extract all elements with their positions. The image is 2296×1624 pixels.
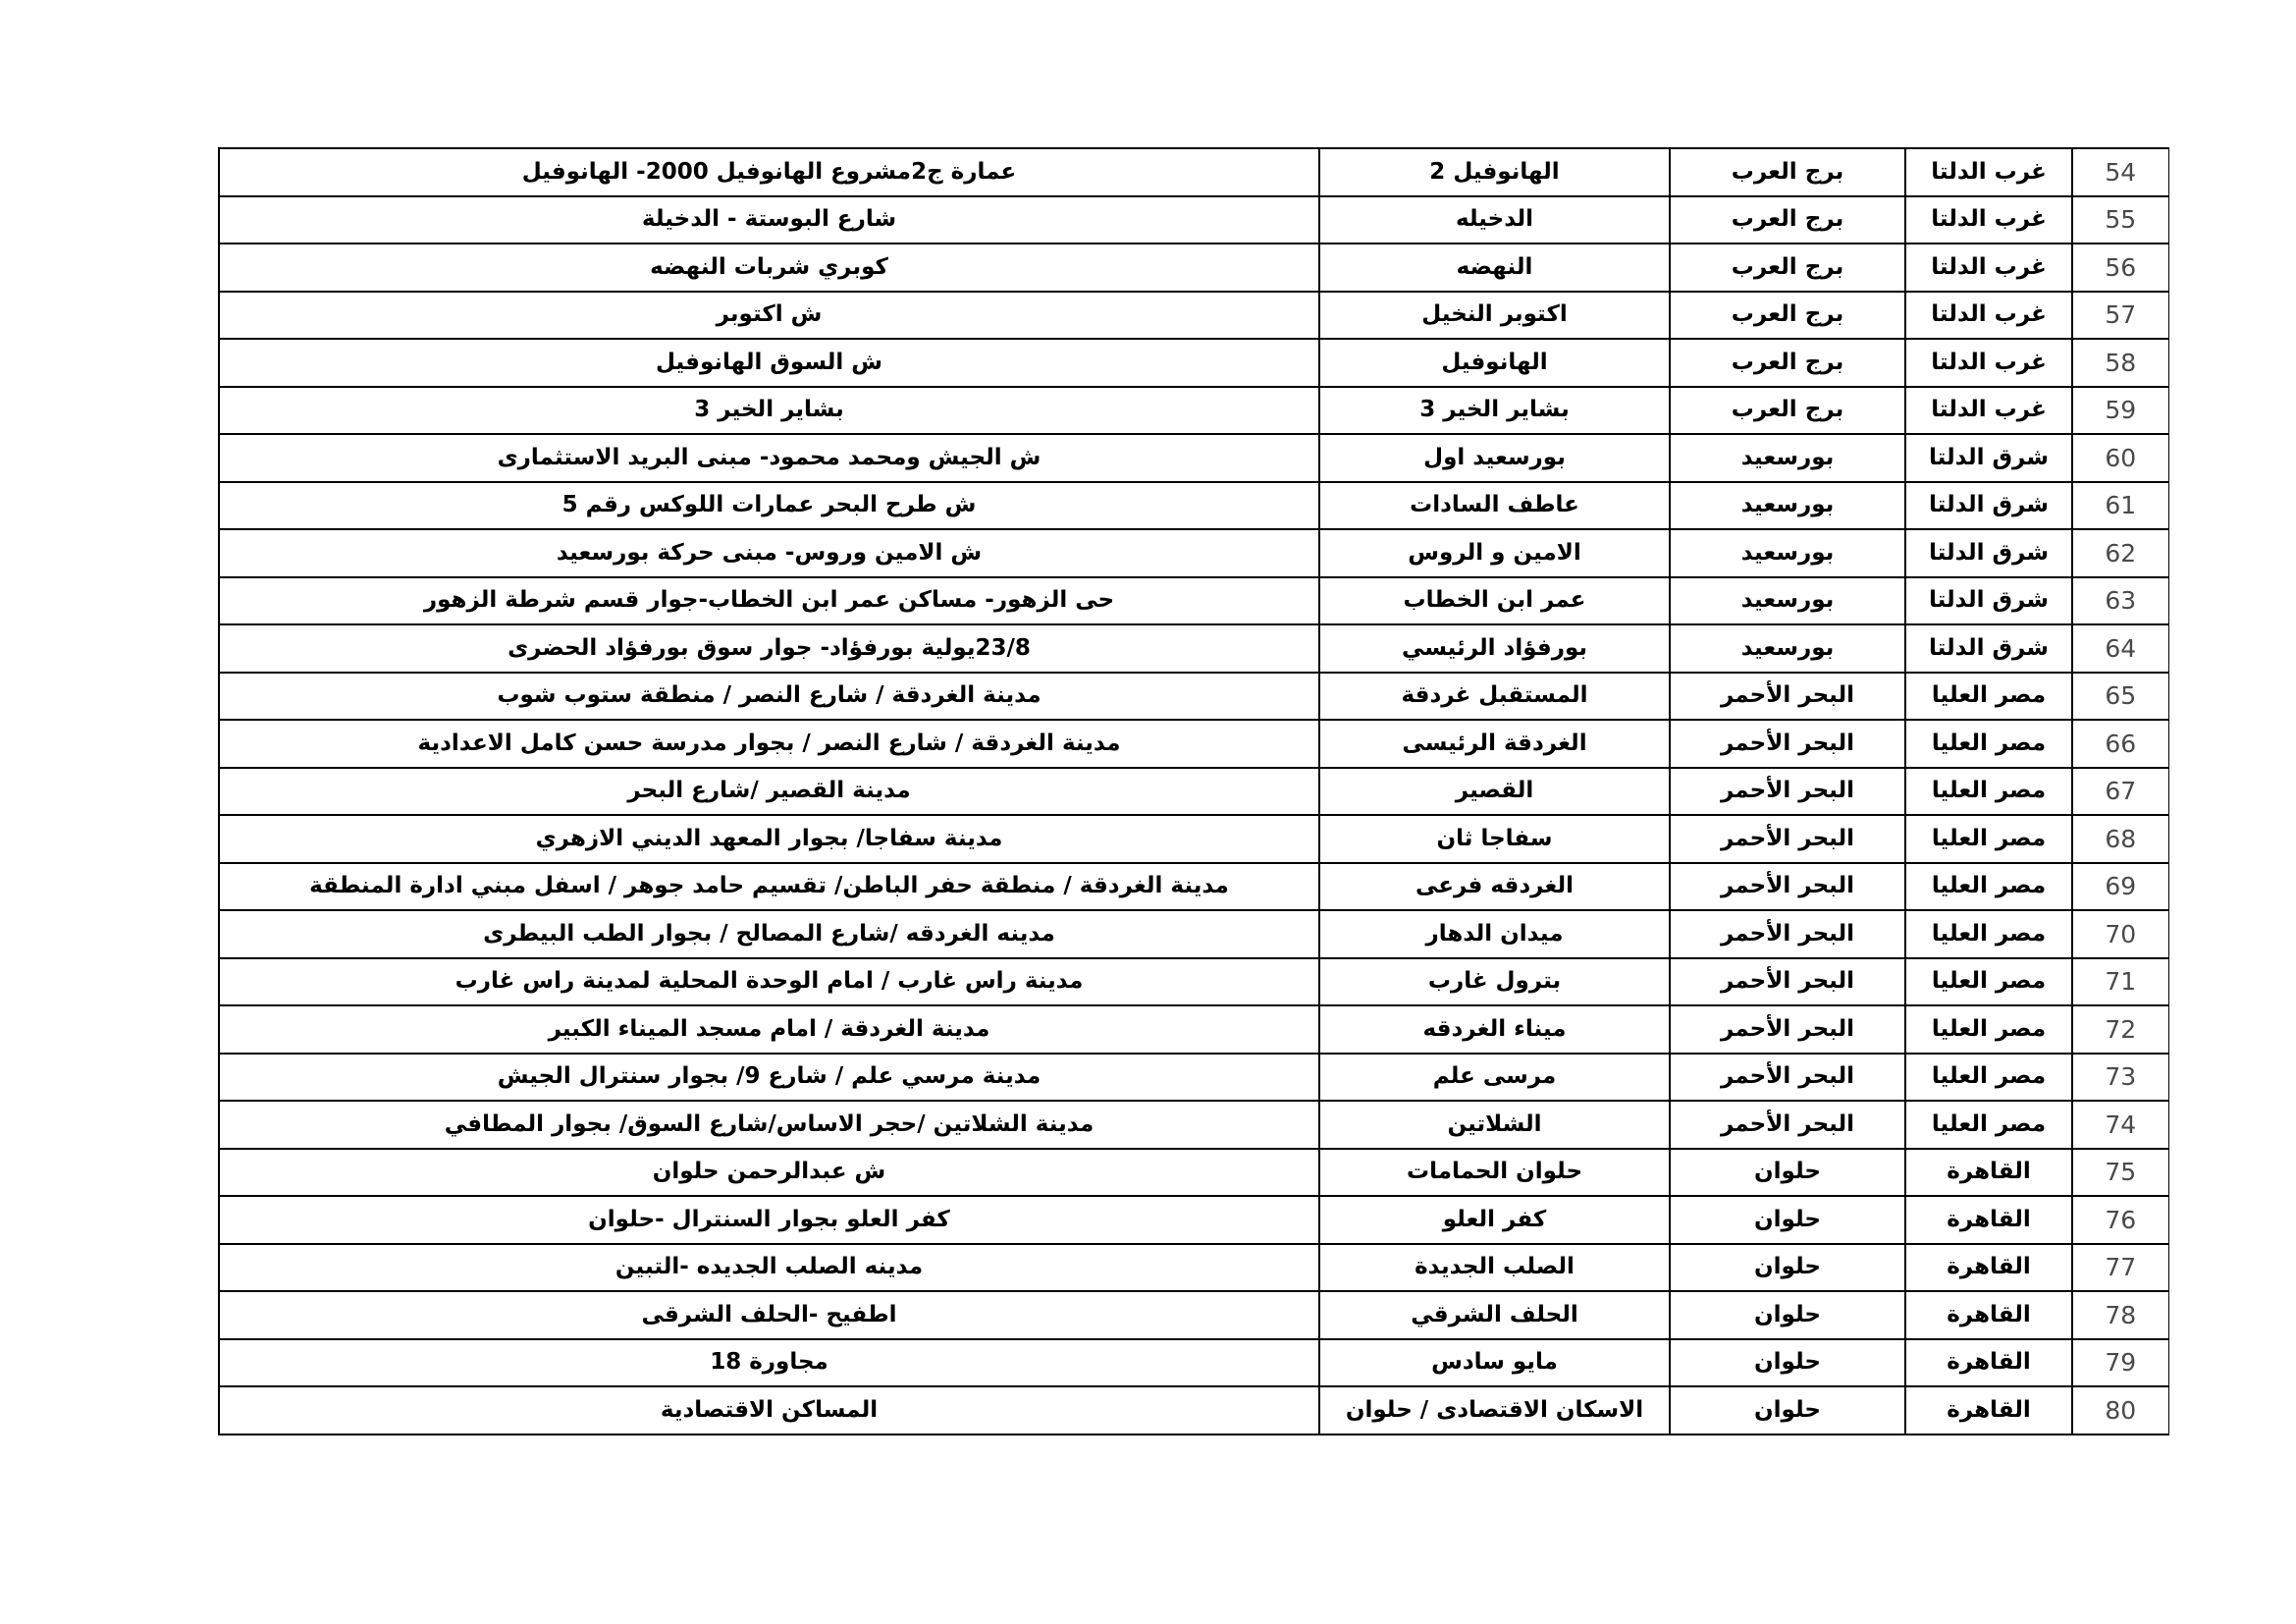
address-cell: المساكن الاقتصادية xyxy=(219,1386,1319,1435)
region-cell: شرق الدلتا xyxy=(1905,624,2072,673)
branch-name-cell: حلوان الحمامات xyxy=(1319,1149,1670,1197)
branch-name-cell: بشاير الخير 3 xyxy=(1319,387,1670,435)
governorate-cell: البحر الأحمر xyxy=(1670,1054,1905,1102)
address-cell: بشاير الخير 3 xyxy=(219,387,1319,435)
region-cell: القاهرة xyxy=(1905,1291,2072,1339)
region-cell: مصر العليا xyxy=(1905,910,2072,958)
branch-name-cell: النهضه xyxy=(1319,244,1670,292)
table-row xyxy=(219,958,2168,1006)
address-cell: كوبري شربات النهضه xyxy=(219,244,1319,292)
address-cell: ش الامين وروس- مبنى حركة بورسعيد xyxy=(219,529,1319,577)
governorate-cell: برج العرب xyxy=(1670,196,1905,244)
address-cell: ش الجيش ومحمد محمود- مبنى البريد الاستثمارى xyxy=(219,434,1319,482)
address-cell: عمارة ج2مشروع الهانوفيل 2000- الهانوفيل xyxy=(219,148,1319,196)
branch-name-cell: الهانوفيل xyxy=(1319,339,1670,387)
address-cell: مدينة سفاجا/ بجوار المعهد الديني الازهري xyxy=(219,815,1319,863)
region-cell: القاهرة xyxy=(1905,1196,2072,1244)
region-cell: غرب الدلتا xyxy=(1905,244,2072,292)
governorate-cell: حلوان xyxy=(1670,1339,1905,1387)
branch-name-cell: عاطف السادات xyxy=(1319,482,1670,530)
region-cell: شرق الدلتا xyxy=(1905,434,2072,482)
address-cell: ش اكتوبر xyxy=(219,292,1319,340)
region-cell: مصر العليا xyxy=(1905,815,2072,863)
row-number-cell: 77 xyxy=(2072,1244,2168,1292)
row-number-cell: 80 xyxy=(2072,1386,2168,1435)
branch-name-cell: الغردقه فرعى xyxy=(1319,863,1670,911)
row-number-cell: 69 xyxy=(2072,863,2168,911)
branch-name-cell: الاسكان الاقتصادى / حلوان xyxy=(1319,1386,1670,1435)
table-row xyxy=(219,196,2168,244)
governorate-cell: البحر الأحمر xyxy=(1670,1101,1905,1149)
region-cell: شرق الدلتا xyxy=(1905,482,2072,530)
region-cell: القاهرة xyxy=(1905,1149,2072,1197)
branch-name-cell: مرسى علم xyxy=(1319,1054,1670,1102)
address-cell: حى الزهور- مساكن عمر ابن الخطاب-جوار قسم شرطة الزهور xyxy=(219,577,1319,625)
governorate-cell: البحر الأحمر xyxy=(1670,720,1905,768)
region-cell: مصر العليا xyxy=(1905,958,2072,1006)
table-row xyxy=(219,1291,2168,1339)
row-number-cell: 79 xyxy=(2072,1339,2168,1387)
table-row xyxy=(219,1054,2168,1102)
branch-name-cell: كفر العلو xyxy=(1319,1196,1670,1244)
row-number-cell: 62 xyxy=(2072,529,2168,577)
row-number-cell: 74 xyxy=(2072,1101,2168,1149)
address-cell: مدينة الغردقة / امام مسجد الميناء الكبير xyxy=(219,1005,1319,1054)
table-row xyxy=(219,1244,2168,1292)
region-cell: غرب الدلتا xyxy=(1905,196,2072,244)
branch-name-cell: الحلف الشرقي xyxy=(1319,1291,1670,1339)
region-cell: مصر العليا xyxy=(1905,673,2072,721)
governorate-cell: برج العرب xyxy=(1670,339,1905,387)
governorate-cell: بورسعيد xyxy=(1670,482,1905,530)
row-number-cell: 66 xyxy=(2072,720,2168,768)
branch-name-cell: المستقبل غردقة xyxy=(1319,673,1670,721)
region-cell: شرق الدلتا xyxy=(1905,577,2072,625)
table-row xyxy=(219,910,2168,958)
address-cell: مدينة مرسي علم / شارع 9/ بجوار سنترال الجيش xyxy=(219,1054,1319,1102)
address-cell: مدينة الغردقة / شارع النصر / بجوار مدرسة حسن كامل الاعدادية xyxy=(219,720,1319,768)
table-row xyxy=(219,387,2168,435)
governorate-cell: بورسعيد xyxy=(1670,577,1905,625)
governorate-cell: حلوان xyxy=(1670,1149,1905,1197)
address-cell: مدينه الغردقه /شارع المصالح / بجوار الطب البيطرى xyxy=(219,910,1319,958)
table-row xyxy=(219,1339,2168,1387)
table-row xyxy=(219,1005,2168,1054)
row-number-cell: 71 xyxy=(2072,958,2168,1006)
table-row xyxy=(219,148,2168,196)
row-number-cell: 72 xyxy=(2072,1005,2168,1054)
address-cell: مدينة الغردقة / شارع النصر / منطقة ستوب شوب xyxy=(219,673,1319,721)
region-cell: مصر العليا xyxy=(1905,768,2072,816)
table-row xyxy=(219,673,2168,721)
governorate-cell: حلوان xyxy=(1670,1291,1905,1339)
branch-name-cell: الامين و الروس xyxy=(1319,529,1670,577)
table-row xyxy=(219,482,2168,530)
row-number-cell: 57 xyxy=(2072,292,2168,340)
governorate-cell: البحر الأحمر xyxy=(1670,768,1905,816)
region-cell: شرق الدلتا xyxy=(1905,529,2072,577)
governorate-cell: برج العرب xyxy=(1670,387,1905,435)
row-number-cell: 59 xyxy=(2072,387,2168,435)
row-number-cell: 65 xyxy=(2072,673,2168,721)
region-cell: القاهرة xyxy=(1905,1244,2072,1292)
row-number-cell: 56 xyxy=(2072,244,2168,292)
region-cell: غرب الدلتا xyxy=(1905,148,2072,196)
row-number-cell: 58 xyxy=(2072,339,2168,387)
row-number-cell: 63 xyxy=(2072,577,2168,625)
region-cell: غرب الدلتا xyxy=(1905,339,2072,387)
governorate-cell: البحر الأحمر xyxy=(1670,1005,1905,1054)
governorate-cell: برج العرب xyxy=(1670,292,1905,340)
address-cell: مجاورة 18 xyxy=(219,1339,1319,1387)
row-number-cell: 60 xyxy=(2072,434,2168,482)
address-cell: 23/8يولية بورفؤاد- جوار سوق بورفؤاد الحضرى xyxy=(219,624,1319,673)
row-number-cell: 75 xyxy=(2072,1149,2168,1197)
branch-name-cell: القصير xyxy=(1319,768,1670,816)
governorate-cell: البحر الأحمر xyxy=(1670,958,1905,1006)
row-number-cell: 55 xyxy=(2072,196,2168,244)
governorate-cell: حلوان xyxy=(1670,1244,1905,1292)
region-cell: مصر العليا xyxy=(1905,720,2072,768)
governorate-cell: بورسعيد xyxy=(1670,434,1905,482)
branch-name-cell: سفاجا ثان xyxy=(1319,815,1670,863)
governorate-cell: البحر الأحمر xyxy=(1670,863,1905,911)
table-row xyxy=(219,768,2168,816)
branches-table xyxy=(218,147,2169,1435)
table-row xyxy=(219,1101,2168,1149)
branch-name-cell: بورفؤاد الرئيسي xyxy=(1319,624,1670,673)
branch-name-cell: بورسعيد اول xyxy=(1319,434,1670,482)
region-cell: مصر العليا xyxy=(1905,1005,2072,1054)
address-cell: مدينة القصير /شارع البحر xyxy=(219,768,1319,816)
address-cell: ش السوق الهانوفيل xyxy=(219,339,1319,387)
table-row xyxy=(219,292,2168,340)
table-row xyxy=(219,434,2168,482)
row-number-cell: 64 xyxy=(2072,624,2168,673)
table-body xyxy=(219,148,2168,1435)
address-cell: كفر العلو بجوار السنترال -حلوان xyxy=(219,1196,1319,1244)
address-cell: مدينة الغردقة / منطقة حفر الباطن/ تقسيم حامد جوهر / اسفل مبني ادارة المنطقة xyxy=(219,863,1319,911)
table-row xyxy=(219,1149,2168,1197)
address-cell: مدينة راس غارب / امام الوحدة المحلية لمدينة راس غارب xyxy=(219,958,1319,1006)
table-row xyxy=(219,244,2168,292)
branch-name-cell: الهانوفيل 2 xyxy=(1319,148,1670,196)
table-row xyxy=(219,1196,2168,1244)
governorate-cell: البحر الأحمر xyxy=(1670,673,1905,721)
governorate-cell: البحر الأحمر xyxy=(1670,815,1905,863)
address-cell: شارع البوستة - الدخيلة xyxy=(219,196,1319,244)
table-row xyxy=(219,1386,2168,1435)
branch-name-cell: ميناء الغردقه xyxy=(1319,1005,1670,1054)
row-number-cell: 76 xyxy=(2072,1196,2168,1244)
address-cell: ش عبدالرحمن حلوان xyxy=(219,1149,1319,1197)
region-cell: القاهرة xyxy=(1905,1386,2072,1435)
address-cell: مدينة الشلاتين /حجر الاساس/شارع السوق/ بجوار المطافي xyxy=(219,1101,1319,1149)
region-cell: غرب الدلتا xyxy=(1905,292,2072,340)
row-number-cell: 68 xyxy=(2072,815,2168,863)
branch-name-cell: الصلب الجديدة xyxy=(1319,1244,1670,1292)
row-number-cell: 70 xyxy=(2072,910,2168,958)
governorate-cell: البحر الأحمر xyxy=(1670,910,1905,958)
region-cell: القاهرة xyxy=(1905,1339,2072,1387)
governorate-cell: حلوان xyxy=(1670,1196,1905,1244)
governorate-cell: برج العرب xyxy=(1670,244,1905,292)
branch-name-cell: الشلاتين xyxy=(1319,1101,1670,1149)
row-number-cell: 67 xyxy=(2072,768,2168,816)
table-row xyxy=(219,815,2168,863)
table-row xyxy=(219,529,2168,577)
region-cell: مصر العليا xyxy=(1905,1054,2072,1102)
branch-name-cell: الغردقة الرئيسى xyxy=(1319,720,1670,768)
branch-name-cell: الدخيله xyxy=(1319,196,1670,244)
governorate-cell: برج العرب xyxy=(1670,148,1905,196)
table-row xyxy=(219,339,2168,387)
row-number-cell: 78 xyxy=(2072,1291,2168,1339)
region-cell: غرب الدلتا xyxy=(1905,387,2072,435)
branch-name-cell: ميدان الدهار xyxy=(1319,910,1670,958)
branch-name-cell: عمر ابن الخطاب xyxy=(1319,577,1670,625)
address-cell: ش طرح البحر عمارات اللوكس رقم 5 xyxy=(219,482,1319,530)
row-number-cell: 61 xyxy=(2072,482,2168,530)
table-row xyxy=(219,863,2168,911)
address-cell: اطفيح -الحلف الشرقى xyxy=(219,1291,1319,1339)
row-number-cell: 73 xyxy=(2072,1054,2168,1102)
governorate-cell: بورسعيد xyxy=(1670,529,1905,577)
address-cell: مدينه الصلب الجديده -التبين xyxy=(219,1244,1319,1292)
region-cell: مصر العليا xyxy=(1905,863,2072,911)
table-row xyxy=(219,720,2168,768)
governorate-cell: حلوان xyxy=(1670,1386,1905,1435)
branch-name-cell: اكتوبر النخيل xyxy=(1319,292,1670,340)
table-row xyxy=(219,624,2168,673)
row-number-cell: 54 xyxy=(2072,148,2168,196)
branch-name-cell: مايو سادس xyxy=(1319,1339,1670,1387)
region-cell: مصر العليا xyxy=(1905,1101,2072,1149)
branch-name-cell: بترول غارب xyxy=(1319,958,1670,1006)
governorate-cell: بورسعيد xyxy=(1670,624,1905,673)
table-row xyxy=(219,577,2168,625)
